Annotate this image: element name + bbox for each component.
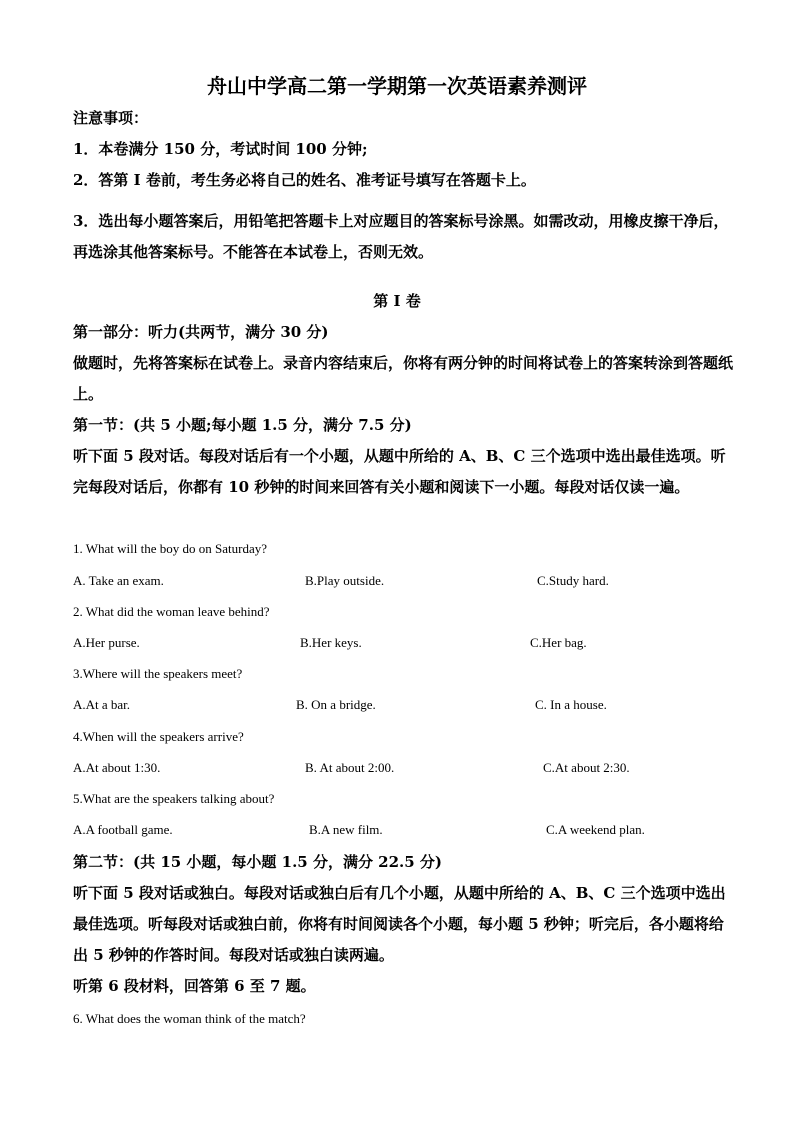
notice-item-2: 2．答第 I 卷前，考生务必将自己的姓名、准考证号填写在答题卡上。 xyxy=(73,171,536,189)
option-5a: A.A football game. xyxy=(73,822,173,837)
part1-instruction: 做题时，先将答案标在试卷上。录音内容结束后，你将有两分钟的时间将试卷上的答案转涂到答题纸上。 xyxy=(73,354,734,403)
option-2b: B.Her keys. xyxy=(300,635,362,650)
question-6: 6. What does the woman think of the match? xyxy=(73,1011,306,1026)
option-2c: C.Her bag. xyxy=(530,635,587,650)
option-3c: C. In a house. xyxy=(535,697,607,712)
option-3a: A.At a bar. xyxy=(73,697,131,712)
section1-instruction: 听下面 5 段对话。每段对话后有一个小题，从题中所给的 A、B、C 三个选项中选出最佳选项。听完每段对话后，你都有 10 秒钟的时间来回答有关小题和阅读下一小题。每段对话仅读一遍。 xyxy=(73,447,726,496)
option-2a: A.Her purse. xyxy=(73,635,140,650)
notice-item-1: 1．本卷满分 150 分，考试时间 100 分钟; xyxy=(73,140,368,158)
option-4c: C.At about 2:30. xyxy=(543,760,630,775)
option-4b: B. At about 2:00. xyxy=(305,760,395,775)
notice-item-3: 3．选出每小题答案后，用铅笔把答题卡上对应题目的答案标号涂黑。如需改动，用橡皮擦干净后，再选涂其他答案标号。不能答在本试卷上，否则无效。 xyxy=(73,212,729,261)
material-heading: 听第 6 段材料，回答第 6 至 7 题。 xyxy=(73,977,316,995)
question-3: 3.Where will the speakers meet? xyxy=(73,666,243,681)
section2-heading: 第二节：(共 15 小题，每小题 1.5 分，满分 22.5 分) xyxy=(73,853,443,871)
option-1a: A. Take an exam. xyxy=(73,573,164,588)
option-5c: C.A weekend plan. xyxy=(546,822,645,837)
question-4: 4.When will the speakers arrive? xyxy=(73,729,244,744)
section2-instruction: 听下面 5 段对话或独白。每段对话或独白后有几个小题，从题中所给的 A、B、C 三个选项中选出最佳选项。听每段对话或独白前，你将有时间阅读各个小题，每小题 5 秒钟；听完后，各小题将给出 5 秒钟的作答时间。每段对话或独白读两遍。 xyxy=(73,884,726,964)
part1-heading: 第一部分：听力(共两节，满分 30 分) xyxy=(73,323,329,341)
option-1b: B.Play outside. xyxy=(305,573,385,588)
section1-heading: 第一节：(共 5 小题;每小题 1.5 分，满分 7.5 分) xyxy=(73,416,412,434)
option-5b: B.A new film. xyxy=(309,822,383,837)
option-3b: B. On a bridge. xyxy=(296,697,376,712)
page-title: 舟山中学高二第一学期第一次英语素养测评 xyxy=(207,74,587,98)
notice-heading: 注意事项： xyxy=(73,109,149,127)
option-4a: A.At about 1:30. xyxy=(73,760,161,775)
volume-heading: 第 I 卷 xyxy=(373,292,421,310)
question-2: 2. What did the woman leave behind? xyxy=(73,604,270,619)
option-1c: C.Study hard. xyxy=(537,573,609,588)
question-5: 5.What are the speakers talking about? xyxy=(73,791,275,806)
question-1: 1. What will the boy do on Saturday? xyxy=(73,541,268,556)
